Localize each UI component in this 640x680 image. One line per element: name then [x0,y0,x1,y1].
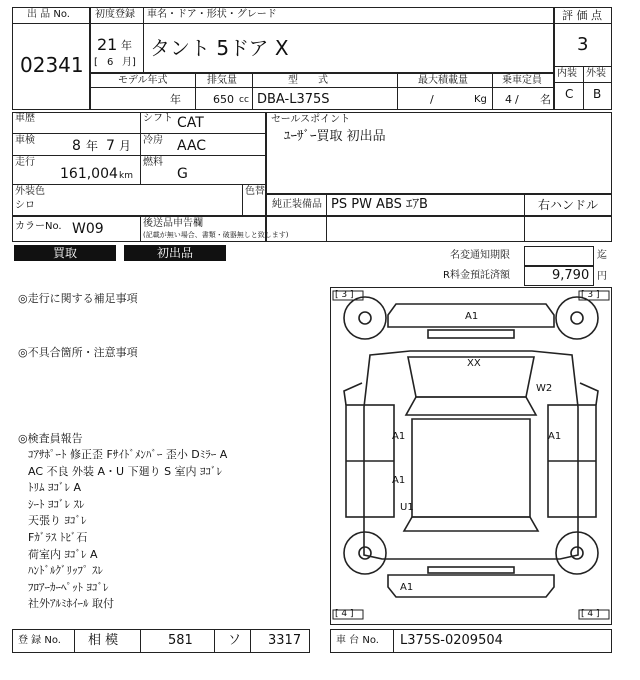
exterior-label: 外装 [586,68,606,79]
sales-point-value: ﾕｰｻﾞｰ買取 初出品 [284,129,386,144]
inspector-line: ﾊﾝﾄﾞﾙｸﾞﾘｯﾌﾟ ｽﾚ [28,564,103,578]
displacement-label: 排気量 [207,75,237,86]
first-reg-label: 初度登録 [95,9,135,20]
name-change-box [524,246,594,266]
inspector-line: 天張り ﾖｺﾞﾚ [28,514,87,528]
history-label: 車歴 [15,113,35,124]
shift-label: シフト [143,113,173,124]
mileage-value: 161,004 [60,166,118,182]
capacity-label: 乗車定員 [502,75,542,86]
capacity-value: 4 [505,93,512,106]
inspection-label: 車検 [15,135,35,146]
front-right-fender-mark: W2 [536,383,553,394]
lot-no-value: 02341 [20,53,84,77]
inspection-month: 7 [106,138,115,154]
score-label: 評 価 点 [562,9,602,22]
inspector-label: ◎検査員報告 [18,432,83,445]
fuel-label: 燃料 [143,157,163,168]
tag-top-left: [ 3 ] [335,290,354,300]
car-damage-diagram [330,287,612,625]
color-label: 外装色 [15,186,45,197]
driving-notes-label: ◎走行に関する補足事項 [18,292,138,305]
inspector-line: 社外ｱﾙﾐﾎｲｰﾙ 取付 [28,597,114,611]
mileage-label: 走行 [15,157,35,168]
left-rear-door-mark: A1 [392,475,406,486]
inspector-line: AC 不良 外装 A・U 下廻り S 室内 ﾖｺﾞﾚ [28,464,223,478]
defects-label: ◎不具合箇所・注意事項 [18,346,138,359]
left-front-door-mark: A1 [392,431,406,442]
interior-grade: C [565,87,574,101]
inspector-line: ｺｱｻﾎﾟｰﾄ 修正歪 Fｻｲﾄﾞﾒﾝﾊﾞｰ 歪小 Dﾐﾗｰ A [28,448,228,461]
type-value: DBA-L375S [257,92,330,107]
reg-region: 相 模 [88,633,119,648]
max-load-label: 最大積載量 [418,75,468,86]
left-sill-mark: U1 [400,502,414,513]
tag-bottom-right: [ 4 ] [581,609,600,619]
reg-no-label: 登 録 No. [18,635,61,646]
blank-row [266,216,612,242]
car-name-value: タント 5ドア X [150,36,289,60]
inspector-line: ｼｰﾄ ﾖｺﾞﾚ ｽﾚ [28,497,85,511]
type-label: 型 式 [288,75,328,86]
equipment-value: PS PW ABS ｴｱB [331,197,428,212]
right-front-door-mark: A1 [548,431,562,442]
first-reg-year: 21 [97,35,118,54]
lot-no-label: 出 品 No. [27,9,70,20]
chassis-label: 車 台 No. [336,635,379,646]
shift-value: CAT [177,115,204,131]
hood-mark: XX [467,358,481,369]
car-outline-svg [330,287,612,625]
color-value: シロ [15,200,35,211]
recycle-label: R料金預託済額 [443,270,510,281]
inspector-line: Fｶﾞﾗｽ ﾄﾋﾞ石 [28,530,88,544]
inspector-line: 荷室内 ﾖｺﾞﾚ A [28,547,98,561]
car-name-label: 車名・ドア・形状・グレード [147,9,277,20]
inspector-line: ﾌﾛｱｰｶｰﾍﾟｯﾄ ﾖｺﾞﾚ [28,580,109,594]
info-grid [12,112,266,216]
reg-kana: ソ [228,633,242,648]
recycle-value: 9,790 [552,268,590,283]
tag-bottom-left: [ 4 ] [335,609,354,619]
displacement-value: 650 [213,93,234,106]
inspector-line: ﾄﾘﾑ ﾖｺﾞﾚ A [28,481,82,495]
exterior-grade: B [593,87,602,101]
reg-class: 581 [168,633,193,648]
badge-buy: 買取 [14,245,116,261]
color-no-value: W09 [72,221,104,237]
post-docs-label: 後送品申告欄 [143,218,203,229]
front-bumper-mark: A1 [465,311,479,322]
sales-point-label: セールスポイント [271,114,351,125]
score-value: 3 [577,34,589,55]
tag-top-right: [ 3 ] [581,290,600,300]
ac-label: 冷房 [143,135,163,146]
interior-label: 内装 [557,68,577,79]
repaint-label: 色替 [245,186,265,197]
name-change-label: 名変通知期限 [450,250,510,261]
inspector-lines [28,447,227,613]
first-reg-month: 6 [107,57,114,68]
rear-bumper-mark: A1 [400,582,414,593]
ac-value: AAC [177,138,207,154]
inspection-year: 8 [72,138,81,154]
reg-number: 3317 [268,633,302,648]
model-year-label: モデル年式 [118,75,168,86]
chassis-value: L375S-0209504 [400,633,503,648]
post-docs-note: (記載が無い場合、書類・破器無しと致します) [143,231,289,239]
color-no-label: カラーNo. [15,221,62,232]
fuel-value: G [177,166,188,182]
badge-first-listing: 初出品 [124,245,226,261]
handle-value: 右ハンドル [538,198,599,212]
equipment-label: 純正装備品 [272,199,322,210]
